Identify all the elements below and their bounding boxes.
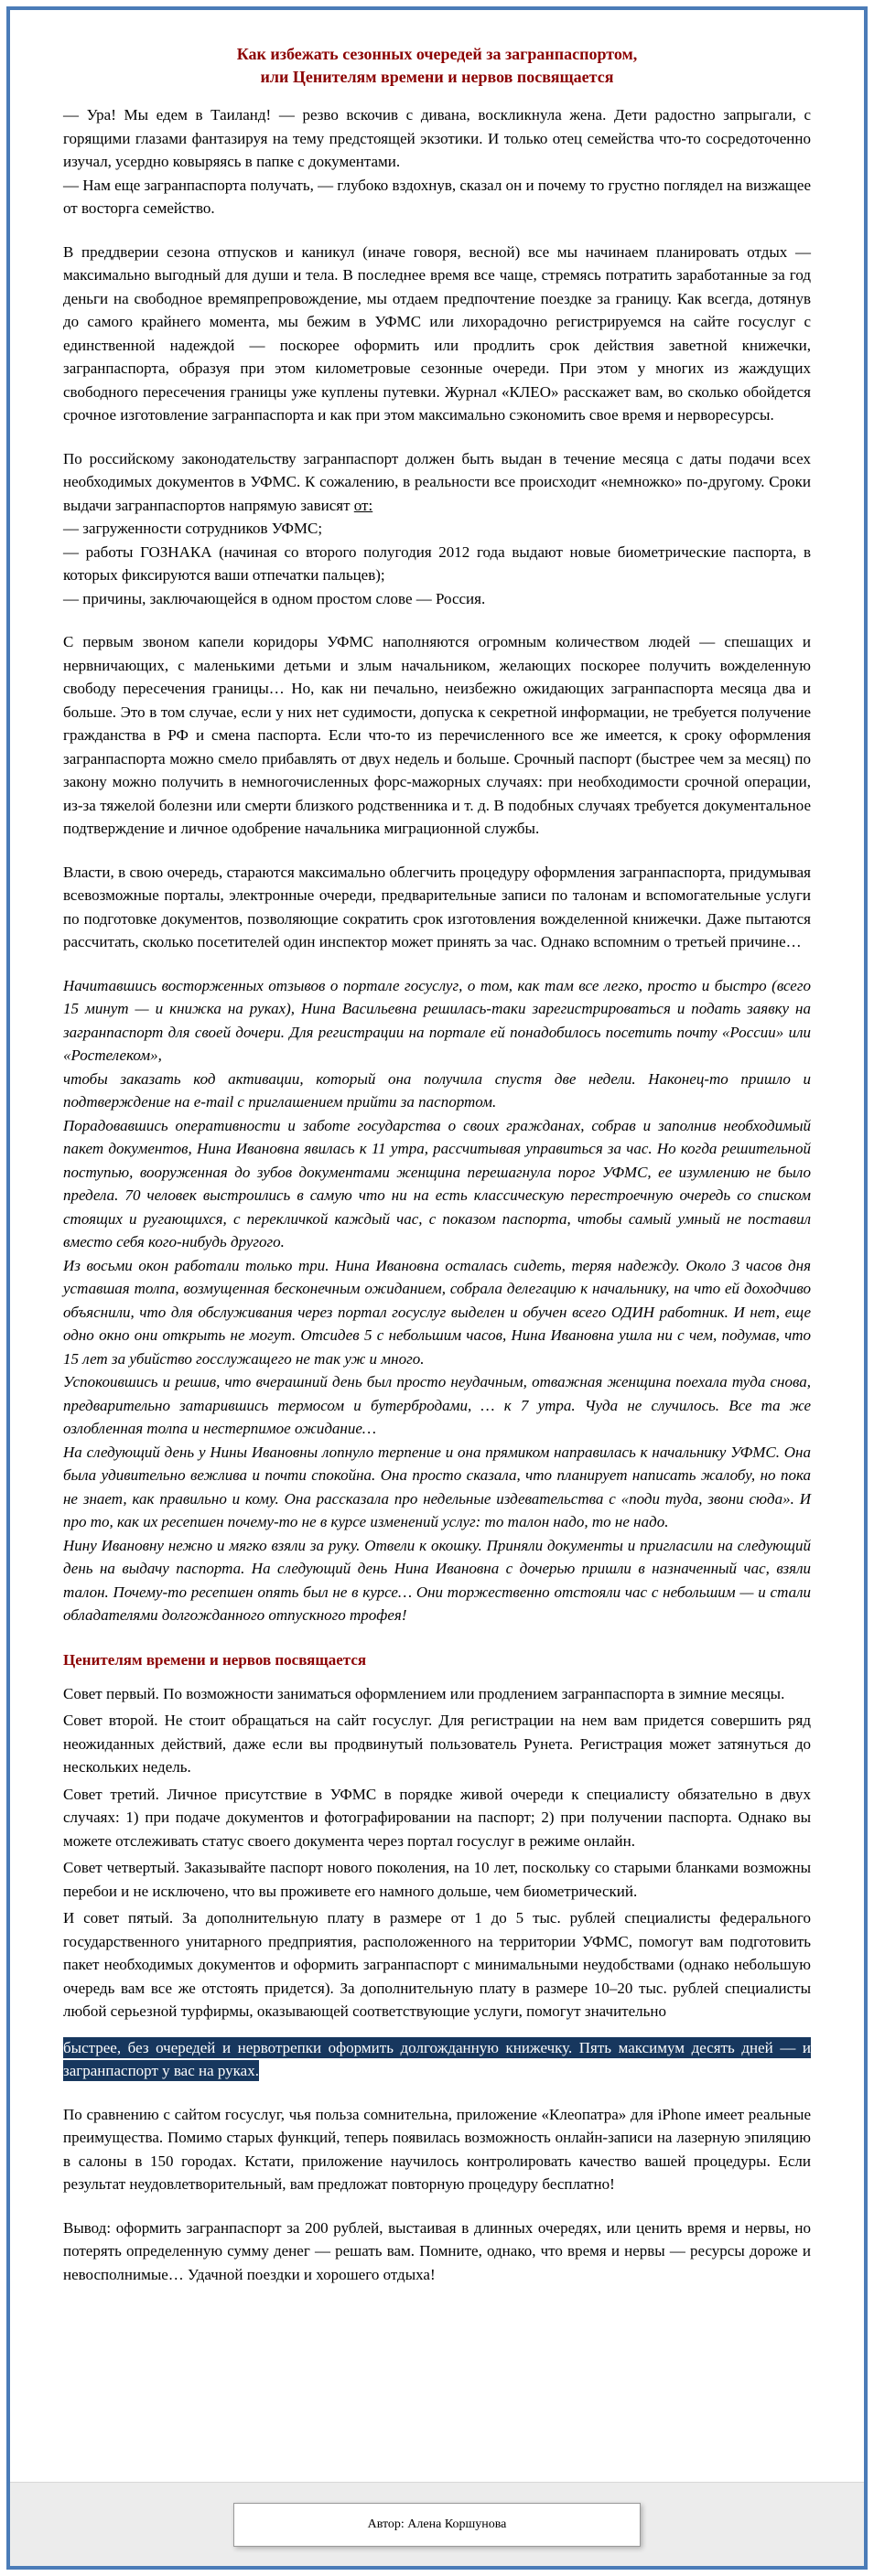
tip-2: Совет второй. Не стоит обращаться на сайт госуслуг. Для регистрации на нем вам придется совершить ряд неожиданных действий, даже если вы продвинутый пользователь Рунета. Регистрация может затянуться до нескольких недель. [63, 1712, 811, 1776]
law-underlined-text: от: [353, 496, 373, 514]
paragraph-dialogue-1: — Ура! Мы едем в Таиланд! — резво вскочив с дивана, воскликнула жена. Дети радостно запрыгали, с горящими глазами фантазируя на тему предстоящей экзотики. И только отец семейства что-то сосредоточенно изучал, усердно ковыряясь в папке с документами. [63, 106, 811, 171]
highlighted-paragraph [63, 2036, 811, 2083]
story-paragraph-5: Успокоившись и решив, что вчерашний день был просто неудачным, отважная женщина поехала туда снова, предварительно затарившись термосом и бутербродами, … к 7 утра. Чуда не случилось. Все та же озлобленная толпа и нестерпимое ожидание… [63, 1373, 811, 1438]
tip-3: Совет третий. Личное присутствие в УФМС в порядке живой очереди к специалисту обязательно в двух случаях: 1) при подаче документов и фотографировании на паспорт; 2) при получении паспорта. Однако вы можете отслеживать статус своего документа через портал госуслуг в режиме онлайн. [63, 1785, 811, 1850]
law-intro-text: По российскому законодательству загранпаспорт должен быть выдан в течение месяца с даты подачи всех необходимых документов в УФМС. К сожалению, в реальности все происходит «немножко» по-другому. Сроки выдачи загранпаспортов напрямую зависят [63, 449, 811, 514]
article-title-line2: или Ценителям времени и нервов посвящается [260, 68, 614, 87]
story-paragraph-7: Нину Ивановну нежно и мягко взяли за руку. Отвели к окошку. Приняли документы и пригласили на следующий день на выдачу паспорта. На следующий день Нина Ивановна с дочерью пришли в назначенный час, взяли талон. Почему-то ресепшен опять был не в курсе… Они торжественно отстояли час с небольшим — и стали обладателями долгожданного отпускного трофея! [63, 1536, 811, 1625]
story-section [63, 974, 811, 1627]
tips-heading: Ценителям времени и нервов посвящается [63, 1650, 367, 1669]
tip-1: Совет первый. По возможности заниматься оформлением или продлением загранпаспорта в зимние месяцы. [63, 1684, 785, 1702]
list-item-reason-2: — работы ГОЗНАКА (начиная со второго полугодия 2012 года выдают новые биометрические паспорта, в которых фиксируются ваши отпечатки пальцев); [63, 542, 811, 585]
paragraph-conclusion: Вывод: оформить загранпаспорт за 200 рублей, выстаивая в длинных очередях, или ценить время и нервы, но потерять определенную сумму денег — решать вам. Помните, однако, что время и нервы — ресурсы дороже и невосполнимые… Удачной поездки и хорошего отдыха! [63, 2218, 811, 2283]
section-gap [63, 2083, 811, 2103]
list-item-reason-1: — загруженности сотрудников УФМС; [63, 520, 323, 538]
article-title-line1: Как избежать сезонных очередей за загранпаспортом, [236, 45, 638, 63]
tip-5: И совет пятый. За дополнительную плату в размере от 1 до 5 тыс. рублей специалисты федерального государственного унитарного предприятия, расположенного на территории УФМС, помогут вам подготовить пакет необходимых документов и оформить загранпаспорт с минимальными неудобствами (однако небольшую очередь вам все же отстоять придется). За дополнительную плату в размере 10–20 тыс. рублей специалисты любой серьезной турфирмы, оказывающей соответствующие услуги, помогут значительно [63, 1909, 811, 2021]
section-gap [63, 841, 811, 861]
paragraph-spring: С первым звоном капели коридоры УФМС наполняются огромным количеством людей — спешащих и нервничающих, с маленькими детьми и злым начальником, желающих поскорее получить вожделенную свободу пересечения границы… Но, как ни печально, неизбежно ожидающих загранпаспорта месяца два и больше. Это в том случае, если у них нет судимости, допуска к секретной информации, не требуется получение гражданства в РФ и смена паспорта. Если что-то из перечисленного все же имеется, к сроку оформления загранпаспорта можно смело прибавлять от двух недель и больше. Срочный паспорт (быстрее чем за месяц) по закону можно получить в немногочисленных форс-мажорных случаях: при необходимости срочной операции, из-за тяжелой болезни или смерти близкого родственника и т. д. В подобных случаях требуется документальное подтверждение и личное одобрение начальника миграционной службы. [63, 633, 811, 838]
story-paragraph-6: На следующий день у Нины Ивановны лопнуло терпение и она прямиком направилась к начальнику УФМС. Она была удивительно вежлива и почти спокойна. Она просто сказала, что планирует написать жалобу, но пока не знает, как правильно и кому. Она рассказала про недельные издевательства с «поди туда, звони сюда». И про то, как их ресепшен почему-то не в курсе изменений услуг: то талон надо, то не надо. [63, 1443, 811, 1531]
story-paragraph-3: Порадовавшись оперативности и заботе государства о своих гражданах, собрав и заполнив необходимый пакет документов, Нина Ивановна явилась к 11 утра, рассчитывая управиться за час. Но когда решительной поступью, вооруженная до зубов документами женщина перешагнула порог УФМС, ее изумлению не было предела. 70 человек выстроились в самую что ни на есть классическую перестроечную очередь со списком стоящих и ругающихся, с перекличкой каждый час, с показом паспорта, чтобы самый умный не поставил вместо себя кого-нибудь другого. [63, 1116, 811, 1251]
paragraph-law [63, 447, 811, 518]
footer-band [10, 2482, 864, 2566]
author-box [233, 2503, 641, 2547]
section-gap [63, 2196, 811, 2216]
paragraph-season: В преддверии сезона отпусков и каникул (иначе говоря, весной) все мы начинаем планировать отдых — максимально выгодный для души и тела. В последнее время все чаще, стремясь потратить заработанные за год деньги на свободное времяпрепровождение, мы отдаем предпочтение поездке за границу. Как всегда, дотянув до самого крайнего момента, мы бежим в УФМС или лихорадочно регистрируемся на сайте госуслуг с единственной надеждой — поскорее оформить или продлить срок действия заветной книжечки, загранпаспорта, образуя при этом километровые сезонные очереди. При этом у многих из жаждущих свободного пересечения границы уже куплены путевки. Журнал «КЛЕО» расскажет вам, во сколько обойдется срочное изготовление загранпаспорта и как при этом максимально сэкономить свое время и нерворесурсы. [63, 242, 811, 424]
section-gap [63, 427, 811, 447]
author-label: Автор: Алена Коршунова [367, 2517, 507, 2531]
story-paragraph-4: Из восьми окон работали только три. Нина Ивановна осталась сидеть, теряя надежду. Около 3 часов дня уставшая толпа, возмущенная бесконечным ожиданием, собрала делегацию к начальнику, на что ей доходчиво объяснили, что для обслуживания через портал госуслуг выделен и обучен всего ОДИН работник. И нет, еще одно окно они открыть не могут. Отсидев 5 с небольшим часов, Нина Ивановна ушла ни с чем, подумав, что 15 лет за убийство госслужащего не так уж и много. [63, 1256, 811, 1368]
article-content [10, 10, 864, 2470]
article-title [63, 43, 811, 89]
page-frame [6, 6, 868, 2570]
highlighted-text: быстрее, без очередей и нервотрепки оформить долгожданную книжечку. Пять максимум десять дней — и загранпаспорт у вас на руках. [63, 2038, 811, 2080]
section-gap [63, 610, 811, 630]
story-paragraph-2: чтобы заказать код активации, который она получила спустя две недели. Наконец-то пришло и подтверждение на e-mail с приглашением прийти за паспортом. [63, 1069, 811, 1111]
paragraph-app: По сравнению с сайтом госуслуг, чья польза сомнительна, приложение «Клеопатра» для iPhone имеет реальные преимущества. Помимо старых функций, теперь появилась возможность онлайн-записи на лазерную эпиляцию в салоны в 150 городах. Кстати, приложение научилось контролировать качество вашей процедуры. Если результат неудовлетворительный, вам предложат повторную процедуру бесплатно! [63, 2105, 811, 2194]
paragraph-authorities: Власти, в свою очередь, стараются максимально облегчить процедуру оформления загранпаспорта, придумывая всевозможные порталы, электронные очереди, предварительные записи по талонам и вспомогательные услуги по подготовке документов, позволяющие сократить срок изготовления вожделенной книжечки. Даже пытаются рассчитать, сколько посетителей один инспектор может принять за час. Однако вспомним о третьей причине… [63, 863, 811, 951]
section-gap [63, 220, 811, 241]
tip-4: Совет четвертый. Заказывайте паспорт нового поколения, на 10 лет, поскольку со старыми бланками возможны перебои и не исключено, что вы проживете его намного дольше, чем биометрический. [63, 1859, 811, 1900]
list-item-reason-3: — причины, заключающейся в одном простом слове — Россия. [63, 589, 486, 607]
paragraph-dialogue-2: — Нам еще загранпаспорта получать, — глубоко вздохнув, сказал он и почему то грустно поглядел на визжащее от восторга семейство. [63, 176, 811, 218]
section-gap [63, 954, 811, 974]
story-paragraph-1: Начитавшись восторженных отзывов о портале госуслуг, о том, как там все легко, просто и быстро (всего 15 минут — и книжка на руках), Нина Васильевна решилась-таки зарегистрироваться и подать заявку на загранпаспорт для своей дочери. Для регистрации на портале ей понадобилось посетить почту «России» или «Ростелеком», [63, 976, 811, 1065]
